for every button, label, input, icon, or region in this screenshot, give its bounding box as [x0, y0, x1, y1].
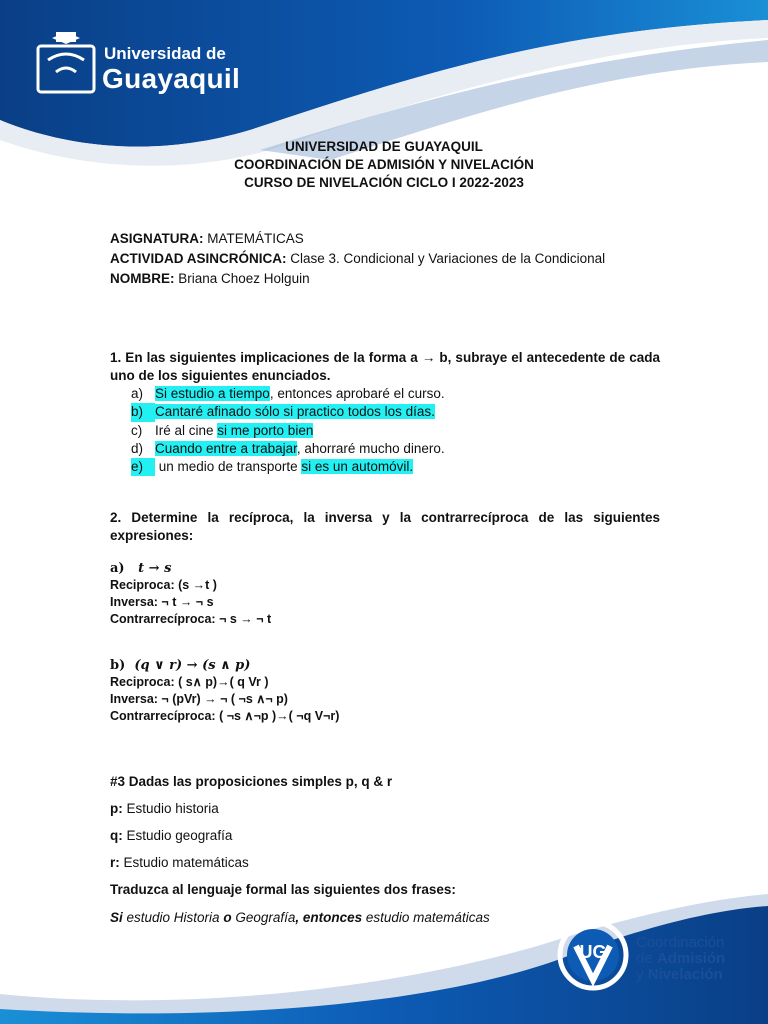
subject-row: ASIGNATURA: MATEMÁTICAS [110, 231, 304, 246]
admission-text-line2: de Admisión [636, 950, 726, 967]
question-1-prompt: 1. En las siguientes implicaciones de la forma a → b, subraye el antecedente de cada uno de los siguientes enunciados. [110, 350, 660, 383]
question-1-list [131, 385, 445, 476]
contrarreciproca-a: Contrarrecíproca: ¬ s → ¬ t [110, 612, 272, 626]
admission-text-line3: y Nivelación [636, 966, 723, 983]
list-item: d) Cuando entre a trabajar, ahorraré mucho dinero. [131, 440, 445, 456]
admission-logo [556, 918, 756, 998]
list-item: e) un medio de transporte si es un automóvil. [131, 458, 445, 476]
university-logo [34, 30, 241, 100]
reciproca-a: Reciproca: (s →t ) [110, 578, 217, 592]
reciproca-b: Reciproca: ( s∧ p)→( q Vr ) [110, 675, 269, 689]
inversa-a: Inversa: ¬ t → ¬ s [110, 595, 214, 609]
logo-text-line2: Guayaquil [102, 63, 241, 94]
ug-emblem-icon [556, 918, 630, 992]
university-shield-icon [34, 30, 98, 96]
proposition-q: q: Estudio geografía [110, 828, 233, 843]
contrarreciproca-b: Contrarrecíproca: ( ¬s ∧¬p )→( ¬q V¬r) [110, 709, 340, 723]
document-header [0, 138, 768, 192]
header-course: CURSO DE NIVELACIÓN CICLO I 2022-2023 [244, 175, 524, 190]
proposition-p: p: Estudio historia [110, 801, 219, 816]
highlighted-antecedent: si es un automóvil. [301, 459, 414, 475]
expression-a: a) t → s [110, 561, 172, 576]
header-university: UNIVERSIDAD DE GUAYAQUIL [285, 139, 483, 154]
list-item: c) Iré al cine si me porto bien [131, 422, 314, 438]
highlighted-antecedent: Si estudio a tiempo [155, 386, 270, 401]
question-2-prompt: 2. Determine la recíproca, la inversa y la contrarrecíproca de las siguientes expresiones: [110, 510, 660, 543]
student-info [110, 229, 605, 289]
activity-row: ACTIVIDAD ASINCRÓNICA: Clase 3. Condicional y Variaciones de la Condicional [110, 251, 606, 266]
question-3-title: #3 Dadas las proposiciones simples p, q & r [110, 774, 393, 789]
name-row: NOMBRE: Briana Choez Holguin [110, 271, 310, 286]
question-2b [110, 657, 339, 725]
translate-instruction: Traduzca al lenguaje formal las siguientes dos frases: [110, 882, 456, 897]
highlighted-antecedent: si me porto bien [217, 422, 314, 438]
list-item: a) Si estudio a tiempo, entonces aprobaré el curso. [131, 386, 445, 401]
logo-text-line1: Universidad de [104, 44, 226, 63]
header-coordination: COORDINACIÓN DE ADMISIÓN Y NIVELACIÓN [234, 157, 534, 172]
highlighted-antecedent: si practico todos los días. [283, 404, 435, 420]
admission-text-line1: Coordinación [636, 934, 725, 951]
svg-text:UG: UG [579, 942, 607, 962]
question-2a [110, 560, 271, 628]
sentence-1: Si estudio Historia o Geografía, entonces estudio matemáticas [110, 910, 490, 925]
highlighted-antecedent: Cuando entre a trabajar [155, 440, 297, 456]
list-item: b) Cantaré afinado sólo si practico todos los días. [131, 403, 445, 421]
proposition-r: r: Estudio matemáticas [110, 855, 249, 870]
inversa-b: Inversa: ¬ (pVr) → ¬ ( ¬s ∧¬ p) [110, 692, 288, 706]
expression-b: b) (q ∨ r) → (s ∧ p) [110, 658, 251, 673]
